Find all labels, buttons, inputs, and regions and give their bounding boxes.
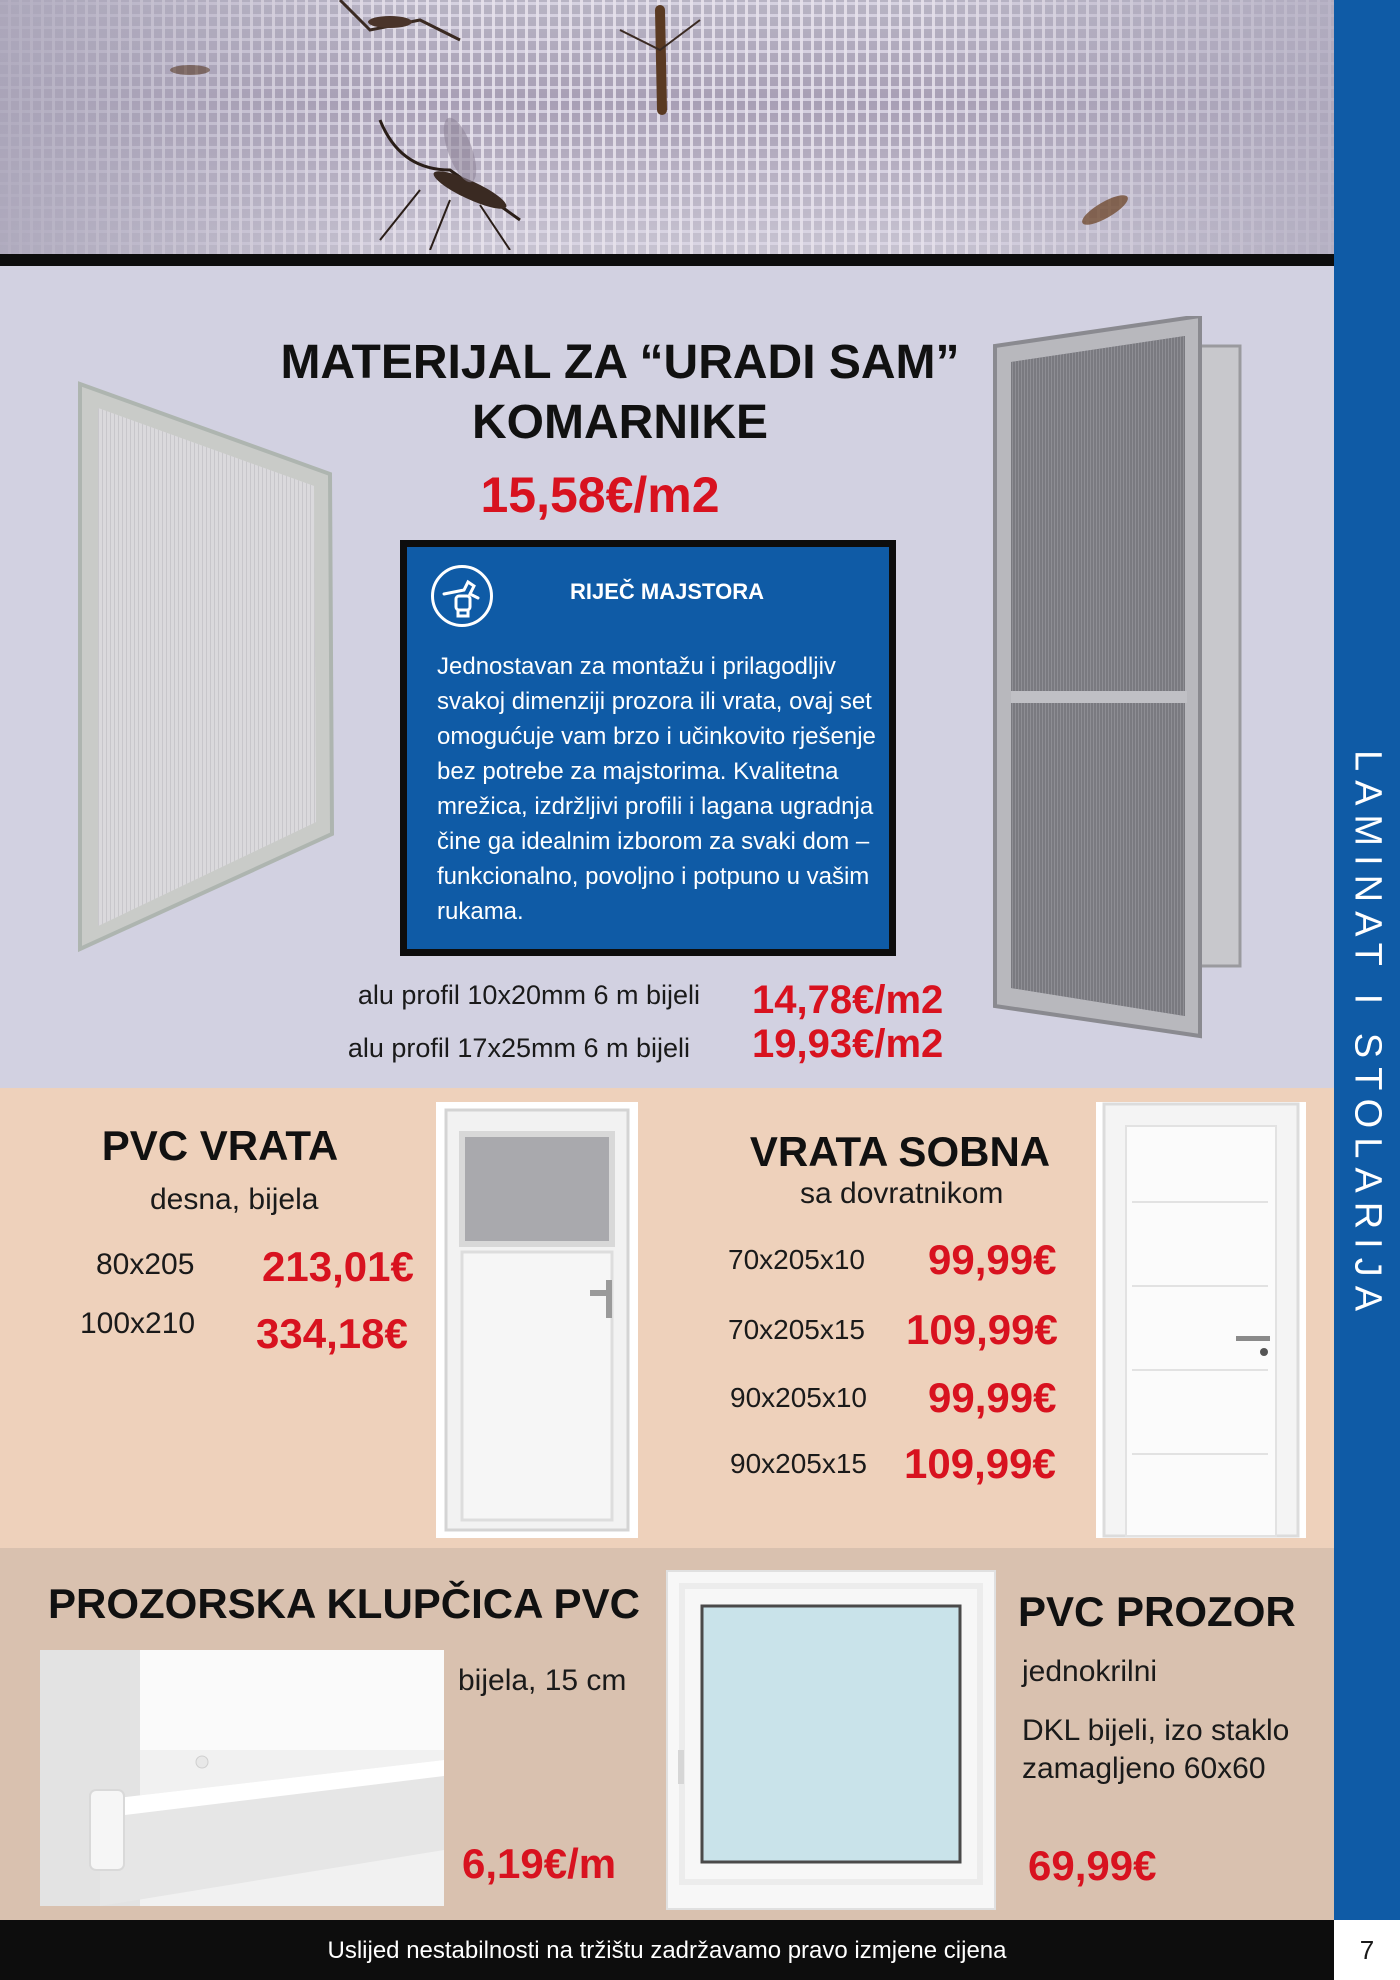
footer-notice: Uslijed nestabilnosti na tržištu zadržavamo pravo izmjene cijena (0, 1920, 1334, 1980)
room-door-size: 70x205x10 (728, 1244, 866, 1275)
net-kit-price: 15,58€/m2 (480, 467, 720, 523)
category-label: LAMINAT I STOLARIJA (1346, 749, 1389, 1321)
window-net-frame-image (70, 374, 340, 954)
wrench-hand-icon (431, 565, 493, 627)
pvc-window-title: PVC PROZOR (1018, 1588, 1296, 1635)
pvc-door-title: PVC VRATA (101, 1122, 339, 1169)
mosquito-icon (330, 0, 470, 60)
mosquito-icon (150, 40, 230, 100)
pvc-window-price: 69,99€ (1028, 1842, 1157, 1889)
net-kit-title-line1: MATERIJAL ZA “URADI SAM” (280, 336, 960, 389)
profile-label: alu profil 10x20mm 6 m bijeli (357, 980, 700, 1010)
pvc-window-image (666, 1570, 996, 1910)
tip-box (400, 540, 896, 956)
page-number: 7 (1334, 1920, 1400, 1980)
profile-label: alu profil 17x25mm 6 m bijeli (347, 1033, 690, 1063)
profile-price: 19,93€/m2 (752, 1022, 944, 1066)
room-door-price: 109,99€ (904, 1440, 1056, 1487)
pvc-window-subtitle: jednokrilni (1022, 1655, 1158, 1688)
room-door-title: VRATA SOBNA (749, 1128, 1051, 1175)
room-door-price: 109,99€ (906, 1306, 1058, 1353)
pvc-door-size: 100x210 (80, 1307, 196, 1340)
mosquito-icon (600, 0, 720, 120)
door-net-frame-image (985, 316, 1265, 1056)
room-door-size: 70x205x15 (728, 1314, 866, 1345)
net-kit-title-line2: KOMARNIKE (472, 396, 768, 449)
room-door-price: 99,99€ (928, 1374, 1057, 1421)
hero-divider (0, 254, 1340, 266)
room-door-size: 90x205x15 (730, 1448, 868, 1479)
tip-text: Jednostavan za montažu i prilagodljiv svakoj dimenziji prozora ili vrata, ovaj set omogućuje vam brzo i učinkovito rješenje bez potrebe za majstorima. Kvalitetna mrežica, izdržljivi profili i lagana ugradnja čine ga idealnim izborom za svaki dom – funkcionalno, povoljno i potpuno u vašim rukama. (437, 653, 876, 925)
pvc-door-image (436, 1102, 638, 1538)
room-door-price: 99,99€ (928, 1236, 1057, 1283)
pvc-window-description: DKL bijeli, izo staklo zamagljeno 60x60 (1022, 1714, 1290, 1785)
tip-title: RIJEČ MAJSTORA (570, 579, 764, 604)
pvc-door-price: 334,18€ (256, 1310, 408, 1357)
profile-price: 14,78€/m2 (752, 978, 944, 1022)
category-sidebar (1334, 0, 1400, 1920)
window-sill-subtitle: bijela, 15 cm (458, 1664, 627, 1697)
window-sill-title: PROZORSKA KLUPČICA PVC (48, 1580, 640, 1627)
mosquito-icon (1060, 170, 1150, 250)
pvc-door-subtitle: desna, bijela (150, 1183, 319, 1216)
mosquito-icon (360, 110, 560, 250)
room-door-image (1096, 1102, 1306, 1538)
room-door-size: 90x205x10 (730, 1382, 868, 1413)
pvc-door-size: 80x205 (96, 1248, 195, 1281)
room-door-subtitle: sa dovratnikom (800, 1177, 1004, 1210)
pvc-door-price: 213,01€ (262, 1243, 414, 1290)
window-sill-price: 6,19€/m (462, 1840, 617, 1887)
window-sill-image (40, 1650, 444, 1906)
hero-mosquito-net-photo (0, 0, 1336, 254)
